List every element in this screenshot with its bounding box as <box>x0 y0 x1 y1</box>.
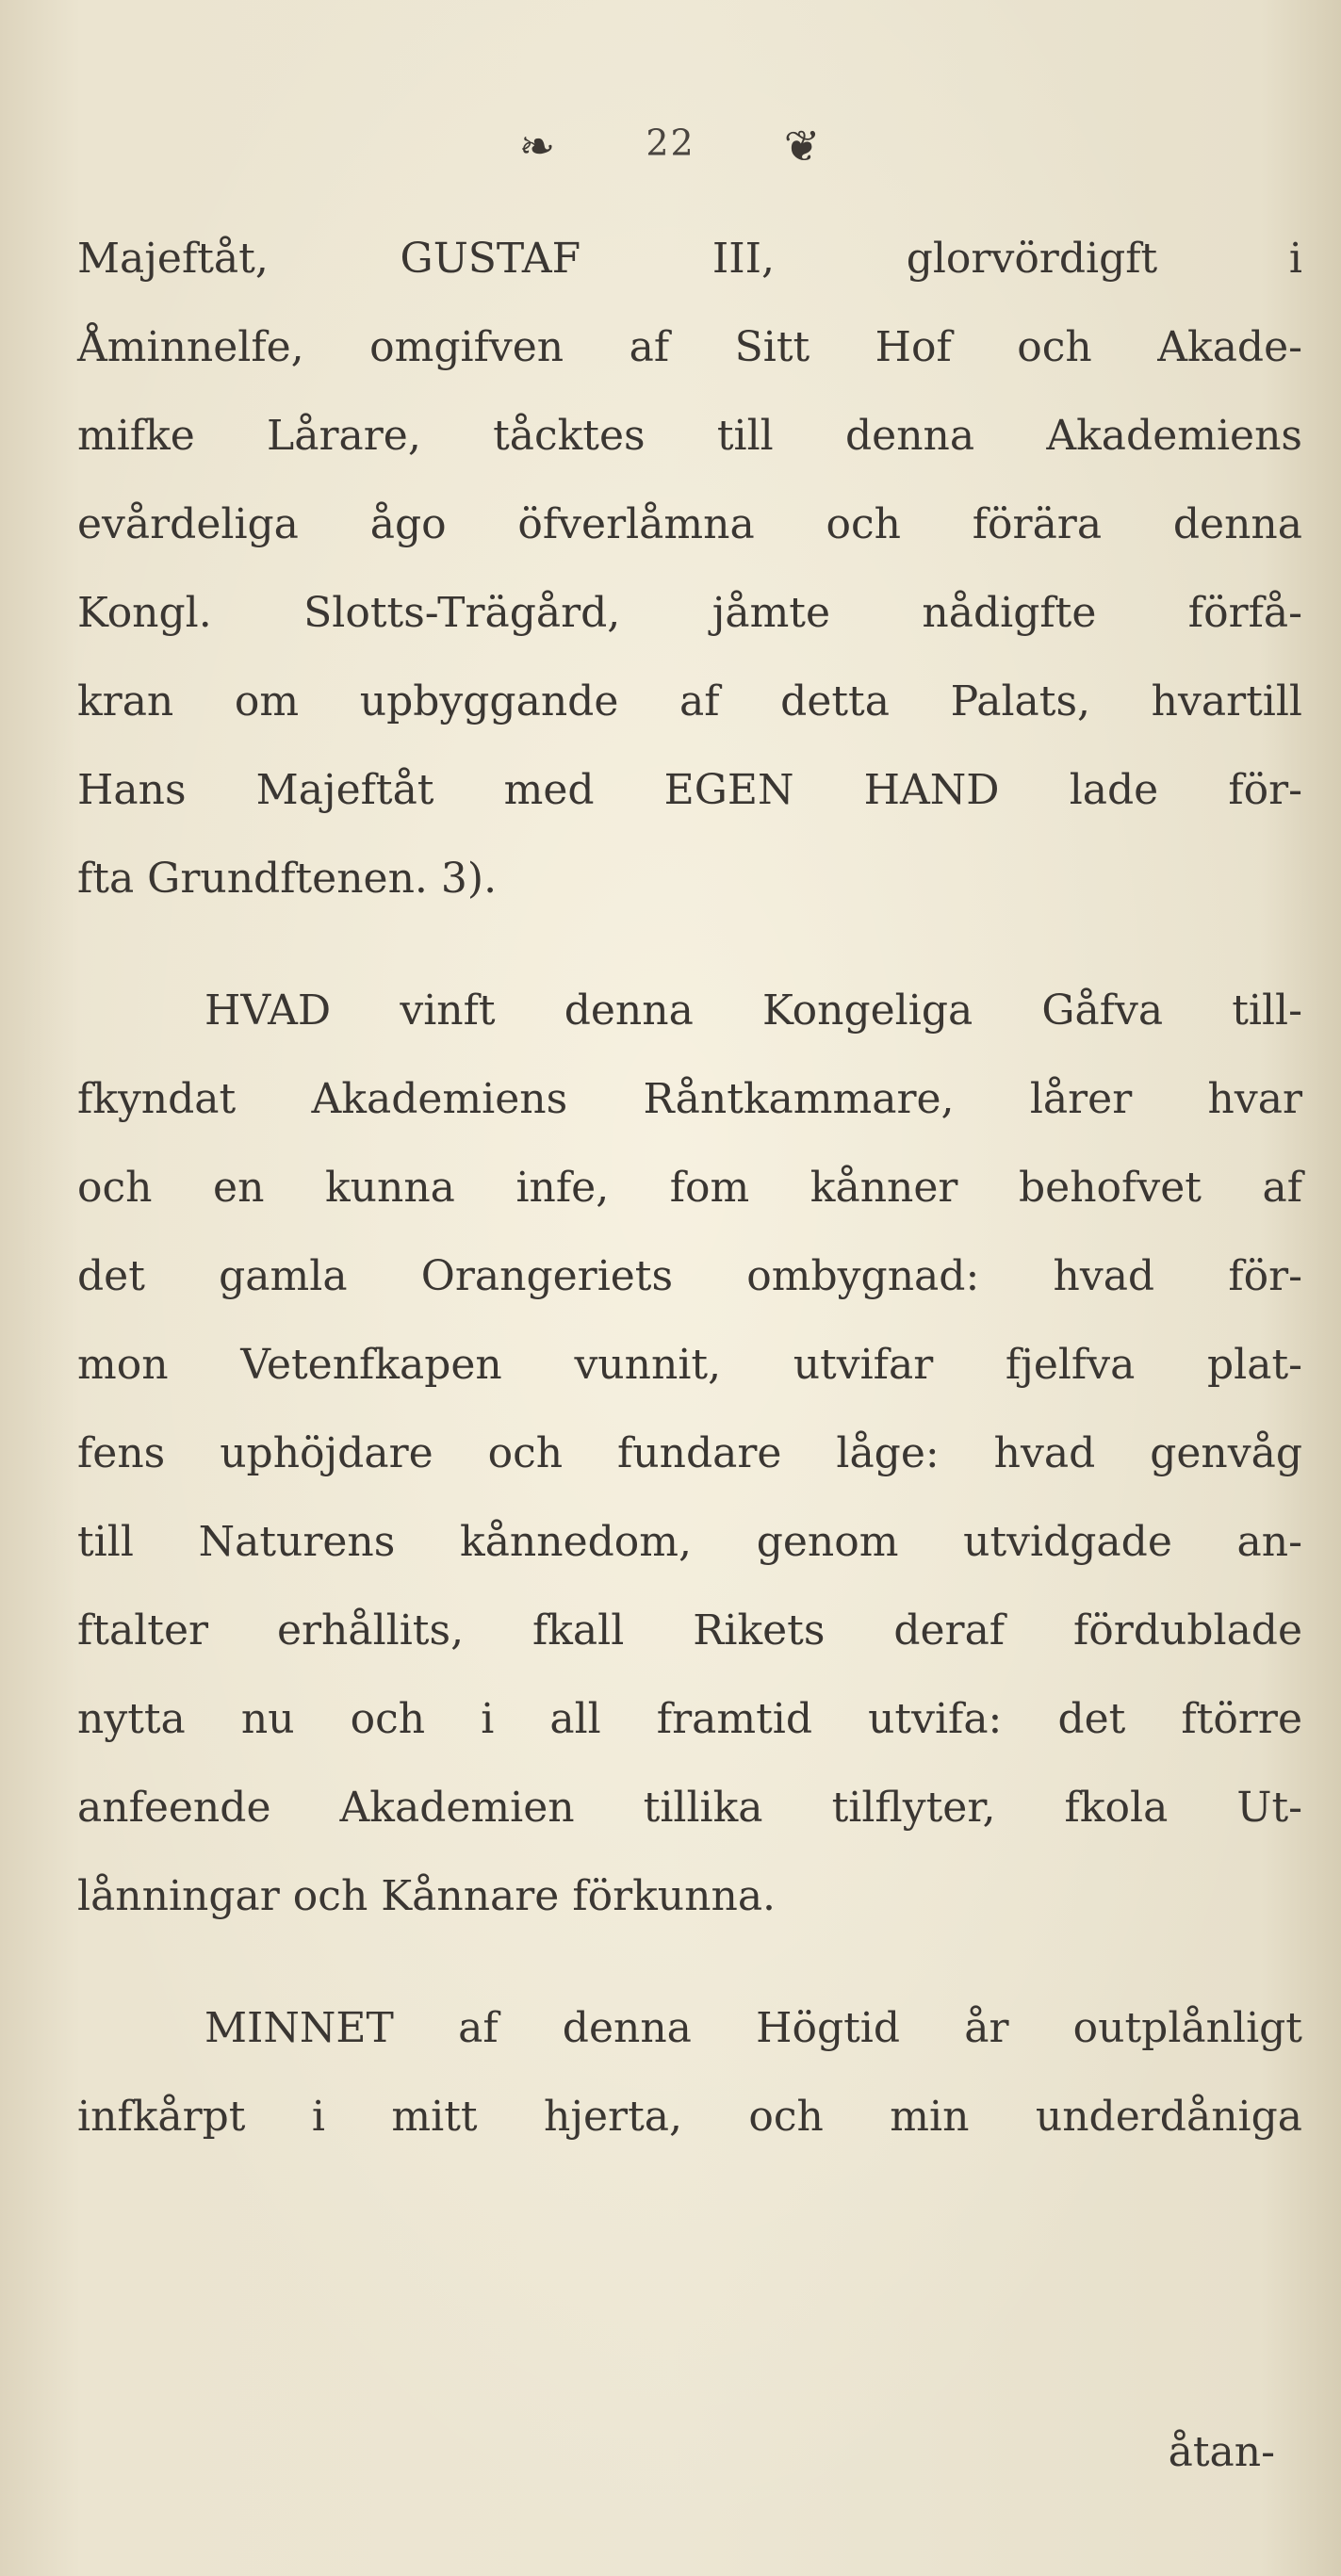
paragraph-3 <box>77 1984 1302 2161</box>
text-line: till Naturens kånnedom, genom utvidgade an- <box>77 1518 1302 1566</box>
text-line: Åminnelfe, omgifven af Sitt Hof och Akade- <box>77 323 1302 371</box>
page-header <box>0 121 1341 171</box>
text-line: lånningar och Kånnare förkunna. <box>77 1872 777 1920</box>
body-text <box>77 215 1302 2161</box>
text-line: infkårpt i mitt hjerta, och min underdåniga <box>77 2093 1302 2141</box>
text-line: fta Grundftenen. 3). <box>77 855 498 903</box>
left-ornament-icon: ❧ <box>518 121 558 171</box>
text-line: Kongl. Slotts-Trägård, jåmte nådigfte förfå- <box>77 589 1302 637</box>
text-line: kran om upbyggande af detta Palats, hvartill <box>77 677 1302 726</box>
text-line: nytta nu och i all framtid utvifa: det ftörre <box>77 1695 1302 1743</box>
text-line: MINNET af denna Högtid år outplånligt <box>204 2004 1302 2052</box>
text-line: ftalter erhållits, fkall Rikets deraf fördublade <box>77 1606 1302 1655</box>
text-line: mon Vetenfkapen vunnit, utvifar fjelfva plat- <box>77 1341 1302 1389</box>
catchword: åtan- <box>1168 2428 1275 2476</box>
text-line: fkyndat Akademiens Råntkammare, lårer hvar <box>77 1075 1302 1123</box>
text-line: det gamla Orangeriets ombygnad: hvad för- <box>77 1252 1302 1300</box>
text-line: Hans Majeftåt med EGEN HAND lade för- <box>77 766 1302 814</box>
paragraph-1 <box>77 215 1302 923</box>
page-number: 22 <box>646 122 695 164</box>
text-line: Majeftåt, GUSTAF III, glorvördigft i <box>77 235 1302 283</box>
paragraph-2 <box>77 967 1302 1941</box>
text-line: HVAD vinft denna Kongeliga Gåfva till- <box>204 986 1302 1035</box>
text-line: anfeende Akademien tillika tilflyter, fkola Ut- <box>77 1784 1302 1832</box>
right-ornament-icon: ❦ <box>783 121 823 171</box>
text-line: fens uphöjdare och fundare låge: hvad genvåg <box>77 1429 1302 1477</box>
text-line: mifke Lårare, tåcktes till denna Akademiens <box>77 412 1302 460</box>
text-line: och en kunna infe, fom kånner behofvet af <box>77 1164 1302 1212</box>
text-line: evårdeliga ågo öfverlåmna och förära denna <box>77 500 1302 548</box>
